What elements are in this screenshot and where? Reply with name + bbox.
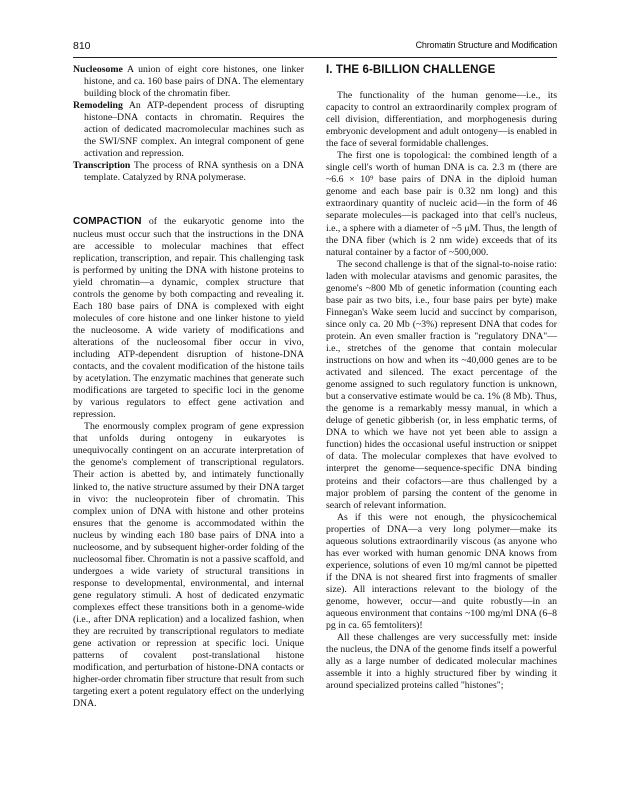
intro-paragraph — [73, 216, 304, 421]
intro-text: of the eukaryotic genome into the nucleus must occur such that the instructions in the DNA are accessible to molecular machines that effect replication, transcription, and repair. This challenging task is performed by uniting the DNA with histone proteins to yield chromatin—a dynamic, complex structure that controls the genome by both compacting and revealing it. Each 180 base pairs of DNA is complexed with eight molecules of core histone and one linker histone to yield the nucleosome. A wide variety of modifications and alterations of the nucleosomal fiber occur in vivo, including ATP-dependent disruption of histone-DNA contacts, and the covalent modification of the histone tails by acetylation. The enzymatic machines that generate such modifications are targeted to specific loci in the genome by various regulators to effect gene activation and repression. — [73, 216, 305, 421]
body-paragraph: As if this were not enough, the physicochemical properties of DNA—a very long polymer—make its aqueous solutions extraordinarily viscous (as anyone who has ever worked with human genomic DNA knows from experience, solutions of even 10 mg/ml cannot be pipetted if the DNA is not sheared first into fragments of smaller size). All interactions relevant to the biology of the genome, however, occur—and quite robustly—in an aqueous environment that contains ~100 mg/ml DNA (6–8 pg in ca. 65 femtoliters)! — [326, 511, 557, 632]
header-rule — [73, 57, 557, 58]
glossary-term: Nucleosome — [73, 64, 123, 75]
body-paragraph: All these challenges are very successfully met: inside the nucleus, the DNA of the genome finds itself a powerful ally as a large number of dedicated molecular machines assemble it into a highly structured fiber by winding it around specialized proteins called "histones"; — [326, 632, 557, 692]
page-number: 810 — [73, 40, 91, 52]
glossary-term: Transcription — [73, 160, 131, 172]
left-column — [73, 64, 304, 710]
right-column — [326, 64, 557, 692]
glossary-definition: An ATP-dependent process of disrupting histone–DNA contacts in chromatin. Requires the action of dedicated macromolecular machines such as the SWI/SNF complex. An integral component of gene activation and repression. — [84, 100, 304, 160]
glossary-definition: The process of RNA synthesis on a DNA template. Catalyzed by RNA polymerase. — [84, 160, 304, 184]
glossary-entry — [73, 100, 304, 160]
body-paragraph: The enormously complex program of gene expression that unfolds during ontogeny in eukaryotes is unequivocally contingent on an accurate interpretation of the genome's complement of transcriptional regulators. Their action is abetted by, and intimately functionally linked to, the native structure assumed by their DNA target in vivo: the nucleoprotein fiber of chromatin. This complex union of DNA with histone and other proteins ensures that the genome is accommodated within the nucleus by winding each 180 base pairs of DNA into a nucleosome, and by subsequent higher-order folding of the nucleosomal fiber. Chromatin is not a passive scaffold, and undergoes a wide variety of structural transitions in response to developmental, environmental, and internal gene regulatory stimuli. A host of dedicated enzymatic complexes effect these transitions both in a genome-wide (i.e., after DNA replication) and a localized fashion, when they are recruited by transcriptional regulators to mediate gene activation or repression at specific loci. Unique patterns of covalent post-translational histone modification, and perturbation of histone-DNA contacts or higher-order chromatin fiber structure that result from such targeting exert a potent regulatory effect on the underlying DNA. — [73, 421, 304, 710]
glossary-term: Remodeling — [73, 100, 123, 112]
glossary — [73, 64, 304, 184]
intro-lead: COMPACTION — [73, 216, 142, 228]
body-paragraph: The functionality of the human genome—i.e., its capacity to control an extraordinarily complex program of cell division, differentiation, and morphogenesis during embryonic development and adult ontogeny—is enabled in the face of several formidable challenges. — [326, 90, 557, 150]
running-title: Chromatin Structure and Modification — [415, 40, 557, 50]
body-paragraph: The first one is topological: the combined length of a single cell's worth of human DNA is ca. 2.3 m (there are ~6.6 × 10⁹ base pairs of DNA in the diploid human genome and each base pair is 0.32 nm long) and this extraordinary quantity of nucleic acid—in the form of 46 separate molecules—is packaged into that cell's nucleus, i.e., a sphere with a diameter of ~5 μM. Thus, the length of the DNA fiber (which is 2 nm wide) exceeds that of its natural container by a factor of ~500,000. — [326, 150, 557, 258]
glossary-entry — [73, 160, 304, 184]
glossary-entry — [73, 64, 304, 100]
glossary-definition: A union of eight core histones, one linker histone, and ca. 160 base pairs of DNA. The elementary building block of the chromatin fiber. — [84, 64, 304, 100]
page-header — [73, 40, 557, 54]
section-title: I. THE 6-BILLION CHALLENGE — [326, 64, 496, 76]
body-paragraph: The second challenge is that of the signal-to-noise ratio: laden with molecular atavisms and genomic parasites, the genome's ~800 Mb of genetic information (counting each base pair as two bits, i.e., four base pairs per byte) make Finnegan's Wake seem lucid and succinct by comparison, since only ca. 20 Mb (~3%) represent DNA that codes for protein. An even smaller fraction is "regulatory DNA"—i.e., stretches of the genome that contain molecular instructions on how and when its ~40,000 genes are to be activated and silenced. The exact percentage of the genome assigned to such regulatory function is unknown, but a conservative estimate would be ca. 1% (8 Mb). Thus, the genome is a remarkably messy manual, in which a deluge of genetic gibberish (or, in less emphatic terms, of DNA to which we have not yet been able to assign a function) hides the occasional useful instruction or snippet of data. The molecular complexes that have evolved to interpret the genome—sequence-specific DNA binding proteins and their cofactors—are thus challenged by a major problem of parsing the content of the genome in search of relevant information. — [326, 258, 557, 511]
